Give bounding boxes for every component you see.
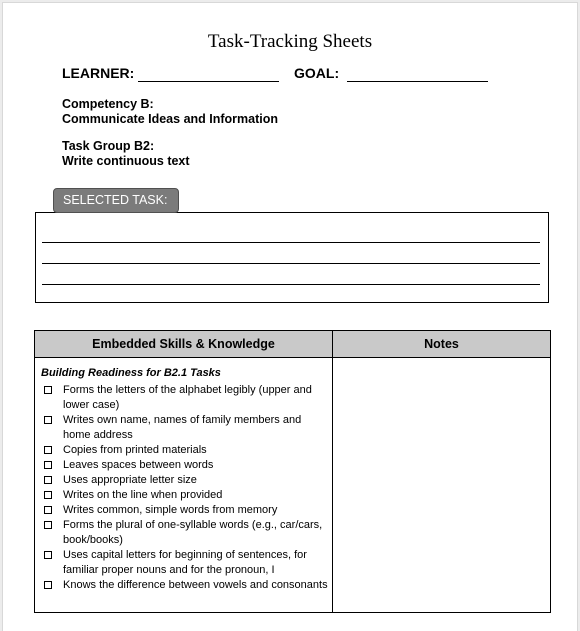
- checklist-item: [41, 578, 328, 593]
- skills-column-header: Embedded Skills & Knowledge: [35, 331, 333, 358]
- checklist-item: [41, 458, 328, 473]
- checklist-item-label: Writes own name, names of family members and home address: [63, 414, 302, 441]
- page-title: Task-Tracking Sheets: [207, 31, 373, 52]
- checklist-item: [41, 443, 328, 458]
- checkbox[interactable]: [44, 581, 52, 589]
- section-title: Building Readiness for B2.1 Tasks: [41, 367, 221, 379]
- checklist-item-label: Leaves spaces between words: [63, 459, 214, 471]
- notes-column-header: Notes: [333, 331, 551, 358]
- checklist-item: [41, 383, 328, 413]
- writing-line[interactable]: [42, 284, 540, 285]
- learner-label: LEARNER:: [62, 65, 135, 81]
- checklist-item: [41, 473, 328, 488]
- checkbox[interactable]: [44, 476, 52, 484]
- competency-label: Competency B:: [62, 97, 154, 111]
- checklist-item: [41, 503, 328, 518]
- checklist-item: [41, 518, 328, 548]
- skills-table: [34, 330, 551, 613]
- checklist-item-label: Forms the plural of one-syllable words (e.g., car/cars, book/books): [63, 519, 323, 546]
- checklist-item-label: Writes common, simple words from memory: [63, 504, 278, 516]
- goal-field[interactable]: [347, 81, 488, 82]
- task-group-label: Task Group B2:: [62, 139, 155, 153]
- checklist-item: [41, 488, 328, 503]
- competency-block: [62, 97, 278, 127]
- skills-cell: [35, 358, 333, 613]
- skills-checklist: [35, 383, 332, 593]
- goal-label: GOAL:: [294, 65, 340, 81]
- checkbox[interactable]: [44, 416, 52, 424]
- checkbox[interactable]: [44, 491, 52, 499]
- task-group-block: [62, 139, 190, 169]
- learner-field[interactable]: [138, 81, 279, 82]
- checkbox[interactable]: [44, 551, 52, 559]
- checklist-item-label: Uses capital letters for beginning of sentences, for familiar proper nouns and for the pronoun, I: [63, 549, 307, 576]
- selected-task-tab: SELECTED TASK:: [53, 188, 179, 213]
- checklist-item-label: Knows the difference between vowels and consonants: [63, 579, 328, 591]
- checkbox[interactable]: [44, 506, 52, 514]
- competency-text: Communicate Ideas and Information: [62, 112, 279, 126]
- checklist-item-label: Uses appropriate letter size: [63, 474, 197, 486]
- checklist-item-label: Copies from printed materials: [63, 444, 207, 456]
- writing-line[interactable]: [42, 263, 540, 264]
- checklist-item-label: Writes on the line when provided: [63, 489, 223, 501]
- notes-cell[interactable]: [333, 358, 551, 613]
- checklist-item: [41, 548, 328, 578]
- writing-line[interactable]: [42, 242, 540, 243]
- checkbox[interactable]: [44, 461, 52, 469]
- document-page: [2, 2, 578, 631]
- task-group-text: Write continuous text: [62, 154, 190, 168]
- selected-task-box[interactable]: [35, 212, 549, 303]
- checkbox[interactable]: [44, 446, 52, 454]
- checkbox[interactable]: [44, 386, 52, 394]
- checklist-item-label: Forms the letters of the alphabet legibly (upper and lower case): [63, 384, 312, 411]
- checklist-item: [41, 413, 328, 443]
- checkbox[interactable]: [44, 521, 52, 529]
